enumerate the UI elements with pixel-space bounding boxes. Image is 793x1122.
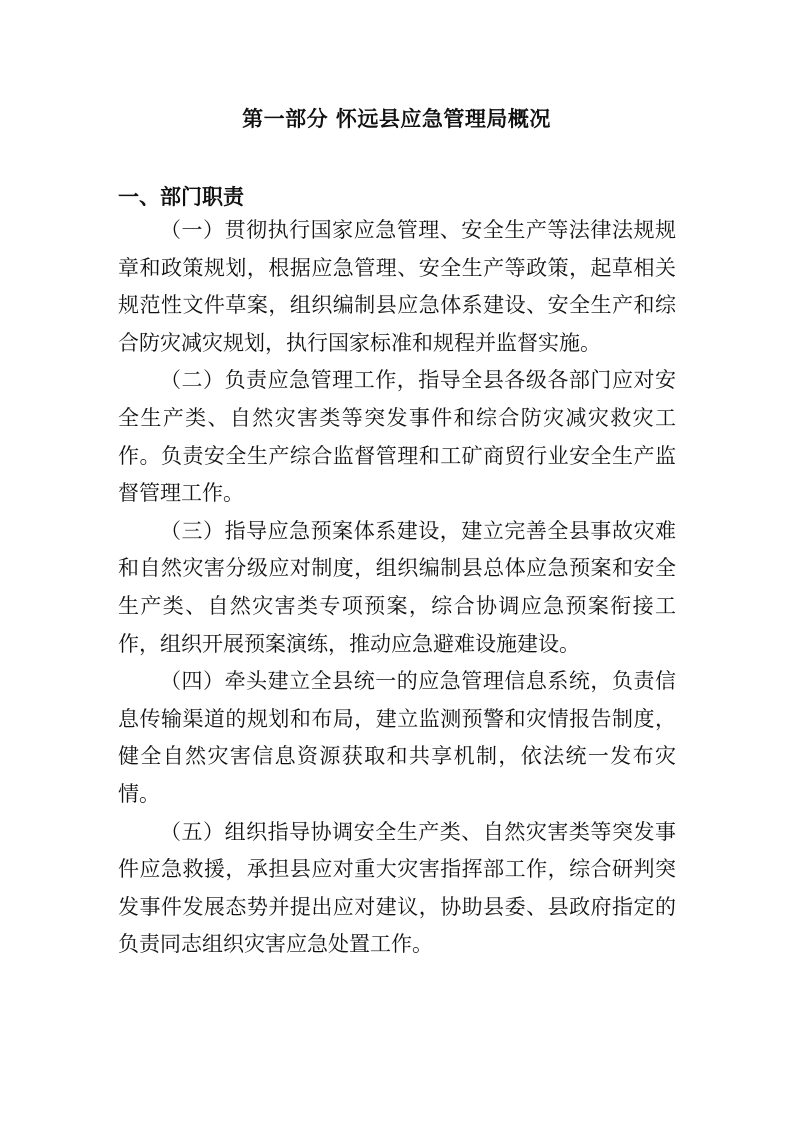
paragraph-3: （三）指导应急预案体系建设，建立完善全县事故灾难和自然灾害分级应对制度，组织编制县总体应急预案和安全生产类、自然灾害类专项预案，综合协调应急预案衔接工作，组织开展预案演练，推动应急避难设施建设。 xyxy=(118,518,676,656)
paragraph-5: （五）组织指导协调安全生产类、自然灾害类等突发事件应急救援，承担县应对重大灾害指挥部工作，综合研判突发事件发展态势并提出应对建议，协助县委、县政府指定的负责同志组织灾害应急处置工作。 xyxy=(118,819,676,957)
section-heading: 一、部门职责 xyxy=(118,185,244,209)
paragraph-2: （二）负责应急管理工作，指导全县各级各部门应对安全生产类、自然灾害类等突发事件和综合防灾减灾救灾工作。负责安全生产综合监督管理和工矿商贸行业安全生产监督管理工作。 xyxy=(118,368,676,506)
body-text xyxy=(118,212,676,964)
paragraph-4: （四）牵头建立全县统一的应急管理信息系统，负责信息传输渠道的规划和布局，建立监测预警和灾情报告制度，健全自然灾害信息资源获取和共享机制，依法统一发布灾情。 xyxy=(118,669,676,806)
page-title: 第一部分 怀远县应急管理局概况 xyxy=(242,107,551,131)
paragraph-1: （一）贯彻执行国家应急管理、安全生产等法律法规规章和政策规划，根据应急管理、安全生产等政策，起草相关规范性文件草案，组织编制县应急体系建设、安全生产和综合防灾减灾规划，执行国家标准和规程并监督实施。 xyxy=(118,218,676,355)
